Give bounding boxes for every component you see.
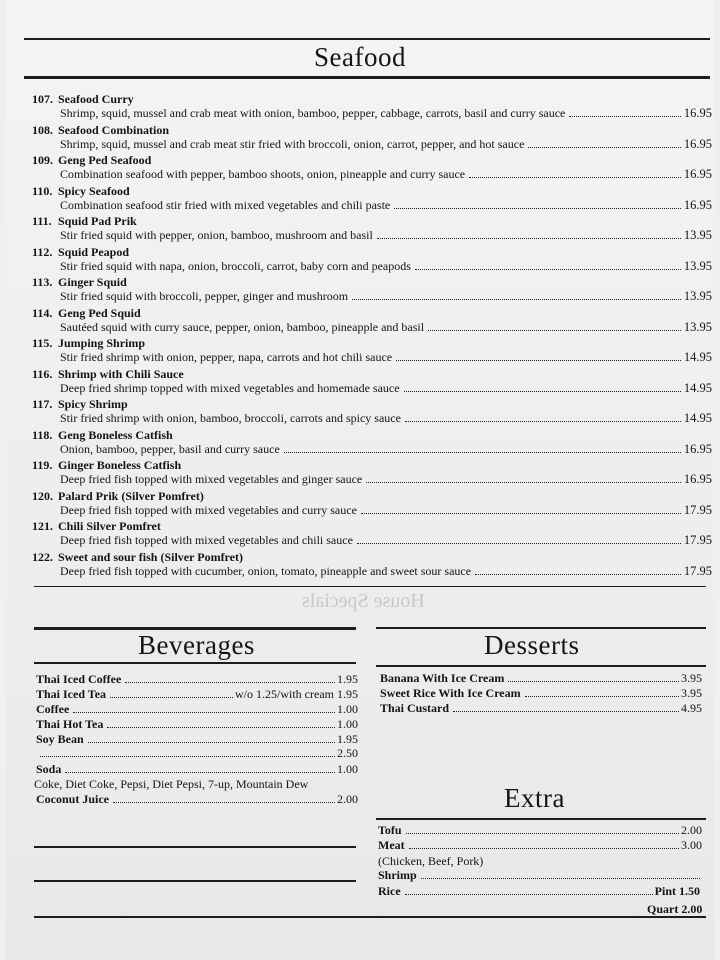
- seafood-item: [32, 214, 712, 242]
- dessert-row: [380, 671, 702, 685]
- beverage-row: [36, 792, 358, 806]
- seafood-item: [32, 123, 712, 151]
- leader-dots: [394, 207, 681, 209]
- item-description: Deep fried shrimp topped with mixed vegetables and homemade sauce: [60, 380, 400, 395]
- seafood-item: [32, 184, 712, 212]
- bleed-through-text: House Specials: [302, 590, 425, 612]
- beverage-price: 1.95: [337, 732, 358, 746]
- item-price: 13.95: [683, 289, 712, 303]
- leader-dots: [40, 755, 335, 757]
- item-number: 116.: [32, 366, 53, 381]
- item-description: Combination seafood stir fried with mixed vegetables and chili paste: [60, 197, 391, 212]
- extra-price: 2.00: [681, 823, 702, 837]
- leader-dots: [125, 681, 335, 683]
- item-name: Seafood Combination: [58, 122, 170, 137]
- meat-note: (Chicken, Beef, Pork): [378, 854, 484, 868]
- beverage-name: Soy Bean: [36, 732, 84, 746]
- beverage-price: w/o 1.25/with cream 1.95: [235, 687, 358, 701]
- item-description: Shrimp, squid, mussel and crab meat stir fried with broccoli, onion, carrot, pepper, and hot sauce: [60, 136, 525, 151]
- extra-row: [378, 838, 702, 852]
- seafood-bottom-rule: [34, 586, 706, 587]
- item-number: 117.: [32, 397, 53, 411]
- dessert-row: [380, 701, 702, 715]
- item-description: Deep fried fish topped with cucumber, onion, tomato, pineapple and sweet sour sauce: [60, 563, 472, 578]
- item-price: 13.95: [683, 228, 712, 242]
- item-name: Jumping Shrimp: [58, 336, 146, 350]
- leader-dots: [361, 512, 681, 514]
- item-price: 16.95: [683, 167, 712, 181]
- extra-price: 3.00: [681, 838, 702, 852]
- dessert-row: [380, 686, 702, 700]
- beverage-price: 2.00: [337, 792, 358, 806]
- item-price: 17.95: [683, 502, 712, 517]
- extra-name: Tofu: [378, 823, 402, 837]
- leader-dots: [284, 451, 681, 453]
- item-name: Shrimp with Chili Sauce: [58, 366, 184, 381]
- item-price: 13.95: [683, 319, 712, 334]
- leader-dots: [453, 710, 679, 712]
- item-name: Ginger Boneless Catfish: [58, 458, 182, 472]
- beverage-row: [36, 672, 358, 686]
- rice-pint-price: Pint 1.50: [654, 884, 700, 898]
- desserts-rule-bottom: [376, 665, 706, 667]
- seafood-item: [32, 428, 712, 456]
- item-price: 13.95: [683, 258, 712, 273]
- item-number: 111.: [32, 214, 52, 228]
- menu-page: [6, 0, 714, 960]
- item-description: Combination seafood with pepper, bamboo shoots, onion, pineapple and curry sauce: [60, 167, 466, 181]
- leader-dots: [396, 359, 681, 361]
- seafood-item: [32, 397, 712, 425]
- leader-dots: [409, 847, 679, 849]
- item-name: Spicy Shrimp: [58, 397, 128, 411]
- extra-rule: [376, 818, 706, 820]
- item-number: 108.: [32, 122, 53, 137]
- leader-dots: [405, 893, 653, 895]
- item-price: 17.95: [683, 533, 712, 547]
- item-description: Deep fried fish topped with mixed vegetables and chili sauce: [60, 533, 353, 547]
- beverages-title: Beverages: [138, 630, 255, 660]
- item-name: Ginger Squid: [58, 275, 127, 289]
- beverage-row: [36, 746, 358, 760]
- item-description: Stir fried squid with broccoli, pepper, ginger and mushroom: [60, 289, 349, 303]
- seafood-item: [32, 458, 712, 486]
- item-description: Sautéed squid with curry sauce, pepper, onion, bamboo, pineapple and basil: [60, 319, 425, 334]
- leader-dots: [65, 771, 335, 773]
- beverage-name: Coffee: [36, 702, 70, 716]
- item-number: 114.: [32, 305, 53, 320]
- rice-quart-price: Quart 2.00: [647, 902, 703, 916]
- leader-dots: [357, 542, 681, 544]
- leader-dots: [406, 832, 679, 834]
- seafood-item: [32, 489, 712, 517]
- dessert-price: 3.95: [681, 686, 702, 700]
- item-price: 16.95: [683, 197, 712, 212]
- beverage-name: Coconut Juice: [36, 792, 109, 806]
- item-number: 121.: [32, 519, 53, 533]
- item-description: Onion, bamboo, pepper, basil and curry sauce: [60, 441, 280, 456]
- rice-label: Rice: [378, 884, 401, 898]
- leader-dots: [113, 801, 335, 803]
- leader-dots: [428, 329, 681, 331]
- item-price: 16.95: [683, 136, 712, 151]
- leader-dots: [366, 481, 681, 483]
- dessert-name: Thai Custard: [380, 701, 450, 715]
- item-number: 107.: [32, 92, 53, 106]
- leader-dots: [525, 695, 679, 697]
- beverages-end-rule-2: [34, 880, 356, 882]
- beverages-rule-bottom: [34, 662, 356, 664]
- dessert-price: 3.95: [681, 671, 702, 685]
- seafood-title: Seafood: [314, 42, 406, 72]
- seafood-item: [32, 306, 712, 334]
- item-description: Deep fried fish topped with mixed vegetables and ginger sauce: [60, 472, 363, 486]
- leader-dots: [377, 237, 681, 239]
- leader-dots: [107, 726, 335, 728]
- beverage-price: 1.00: [337, 717, 358, 731]
- dessert-name: Sweet Rice With Ice Cream: [380, 686, 521, 700]
- leader-dots: [405, 420, 681, 422]
- item-description: Stir fried shrimp with onion, pepper, napa, carrots and hot chili sauce: [60, 350, 393, 364]
- leader-dots: [508, 680, 679, 682]
- leader-dots: [569, 115, 680, 117]
- item-name: Palard Prik (Silver Pomfret): [58, 488, 204, 503]
- item-description: Shrimp, squid, mussel and crab meat with onion, bamboo, pepper, cabbage, carrots, basil and curry sauce: [60, 106, 566, 120]
- item-name: Squid Peapod: [58, 244, 130, 259]
- beverage-row: [36, 702, 358, 716]
- leader-dots: [73, 711, 335, 713]
- leader-dots: [110, 696, 233, 698]
- leader-dots: [475, 573, 681, 575]
- beverage-row: [36, 717, 358, 731]
- desserts-title: Desserts: [484, 630, 580, 660]
- rice-row: [378, 884, 700, 898]
- leader-dots: [415, 268, 681, 270]
- extra-title: Extra: [504, 783, 565, 813]
- beverage-price: 2.50: [337, 746, 358, 760]
- seafood-item: [32, 92, 712, 120]
- item-number: 122.: [32, 549, 53, 564]
- leader-dots: [88, 741, 335, 743]
- item-price: 16.95: [683, 106, 712, 120]
- item-name: Geng Ped Seafood: [58, 153, 152, 167]
- seafood-item: [32, 153, 712, 181]
- seafood-item: [32, 245, 712, 273]
- item-number: 110.: [32, 183, 53, 198]
- extra-name: Meat: [378, 838, 405, 852]
- beverage-name: Thai Iced Tea: [36, 687, 107, 701]
- item-price: 17.95: [683, 563, 712, 578]
- leader-dots: [404, 390, 681, 392]
- item-price: 14.95: [683, 380, 712, 395]
- leader-dots: [469, 176, 681, 178]
- extra-name: Shrimp: [378, 868, 417, 882]
- dessert-price: 4.95: [681, 701, 702, 715]
- item-description: Stir fried shrimp with onion, bamboo, broccoli, carrots and spicy sauce: [60, 411, 401, 425]
- beverage-row: [36, 762, 358, 776]
- item-price: 16.95: [683, 441, 712, 456]
- beverage-row: [36, 687, 358, 701]
- item-name: Squid Pad Prik: [58, 214, 137, 228]
- page-bottom-rule: [34, 916, 706, 918]
- item-description: Stir fried squid with pepper, onion, bamboo, mushroom and basil: [60, 228, 373, 242]
- item-name: Spicy Seafood: [58, 183, 130, 198]
- extra-row: [378, 868, 702, 882]
- beverage-row: [36, 732, 358, 746]
- leader-dots: [352, 298, 681, 300]
- seafood-rule: [24, 76, 710, 79]
- item-number: 112.: [32, 244, 53, 259]
- beverage-price: 1.00: [337, 762, 358, 776]
- item-number: 115.: [32, 336, 53, 350]
- item-name: Sweet and sour fish (Silver Pomfret): [58, 549, 243, 564]
- soda-note: Coke, Diet Coke, Pepsi, Diet Pepsi, 7-up, Mountain Dew: [34, 777, 309, 791]
- item-price: 14.95: [683, 411, 712, 425]
- item-name: Seafood Curry: [58, 92, 134, 106]
- seafood-item: [32, 336, 712, 364]
- beverage-name: Thai Iced Coffee: [36, 672, 122, 686]
- beverage-price: 1.95: [337, 672, 358, 686]
- item-number: 118.: [32, 427, 53, 442]
- item-description: Stir fried squid with napa, onion, broccoli, carrot, baby corn and peapods: [60, 258, 411, 273]
- item-number: 120.: [32, 488, 53, 503]
- desserts-rule-top: [376, 627, 706, 629]
- leader-dots: [421, 877, 700, 879]
- dessert-name: Banana With Ice Cream: [380, 671, 505, 685]
- item-number: 119.: [32, 458, 53, 472]
- seafood-item: [32, 550, 712, 578]
- beverage-name: Thai Hot Tea: [36, 717, 104, 731]
- beverage-name: Soda: [36, 762, 62, 776]
- item-name: Chili Silver Pomfret: [58, 519, 161, 533]
- item-description: Deep fried fish topped with mixed vegetables and curry sauce: [60, 502, 357, 517]
- seafood-item: [32, 519, 712, 547]
- beverage-price: 1.00: [337, 702, 358, 716]
- item-name: Geng Ped Squid: [58, 305, 141, 320]
- item-number: 109.: [32, 153, 53, 167]
- item-price: 14.95: [683, 350, 712, 364]
- item-name: Geng Boneless Catfish: [58, 427, 173, 442]
- item-price: 16.95: [683, 472, 712, 486]
- seafood-item: [32, 275, 712, 303]
- leader-dots: [528, 146, 680, 148]
- beverages-end-rule: [34, 846, 356, 848]
- seafood-item: [32, 367, 712, 395]
- extra-row: [378, 823, 702, 837]
- top-rule: [24, 38, 710, 40]
- item-number: 113.: [32, 275, 53, 289]
